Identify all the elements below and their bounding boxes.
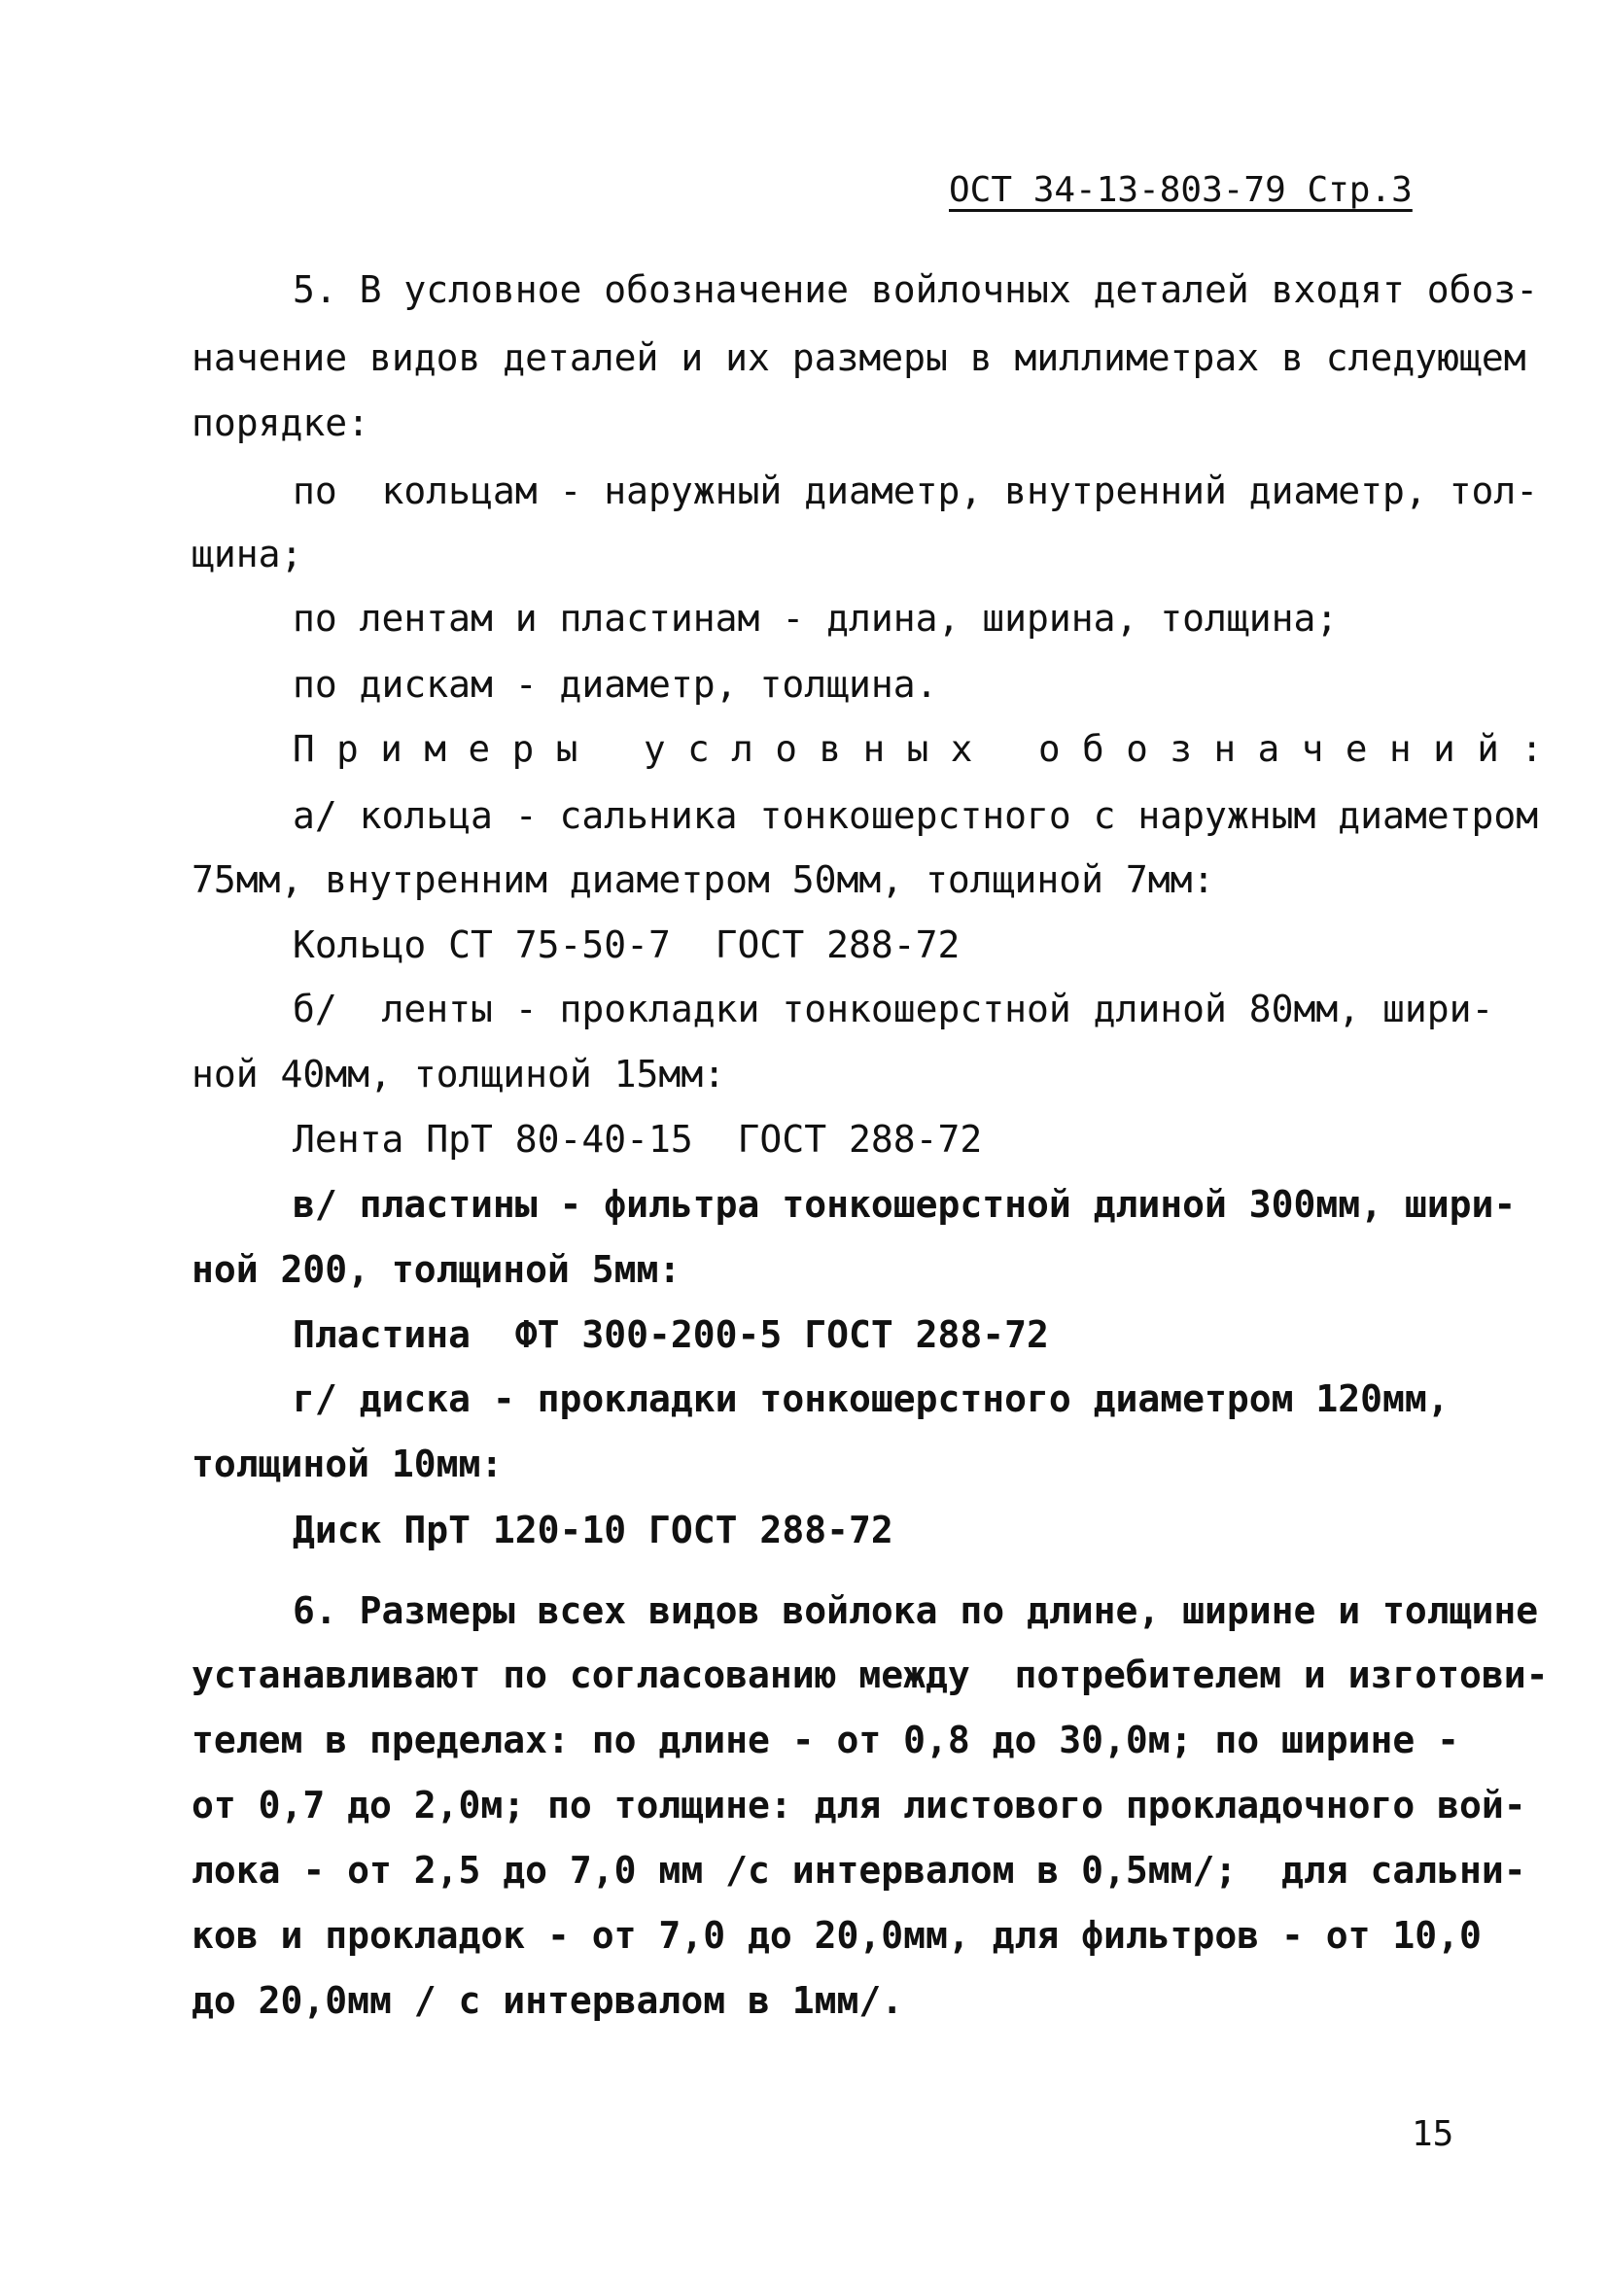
- text-line: в/ пластины - фильтра тонкошерстной длиной 300мм, шири-: [293, 1183, 1517, 1226]
- text-line: 75мм, внутренним диаметром 50мм, толщиной 7мм:: [192, 858, 1215, 901]
- text-line: г/ диска - прокладки тонкошерстного диаметром 120мм,: [293, 1377, 1450, 1420]
- text-line: по кольцам - наружный диаметр, внутренний диаметр, тол-: [293, 470, 1539, 512]
- text-line: ной 40мм, толщиной 15мм:: [192, 1053, 726, 1096]
- examples-heading: Примеры условных обозначений:: [293, 727, 1565, 770]
- text-line: ной 200, толщиной 5мм:: [192, 1248, 682, 1291]
- text-line: начение видов деталей и их размеры в миллиметрах в следующем: [192, 336, 1526, 379]
- designation-example: Пластина ФТ 300-200-5 ГОСТ 288-72: [293, 1313, 1049, 1356]
- text-line: толщиной 10мм:: [192, 1443, 504, 1485]
- designation-example: Кольцо СТ 75-50-7 ГОСТ 288-72: [293, 923, 961, 966]
- text-line: телем в пределах: по длине - от 0,8 до 30,0м; по ширине -: [192, 1719, 1460, 1761]
- document-header: ОСТ 34-13-803-79 Стр.3: [949, 170, 1413, 210]
- text-line: лока - от 2,5 до 7,0 мм /с интервалом в 0,5мм/; для сальни-: [192, 1849, 1526, 1892]
- page-number: 15: [1412, 2114, 1454, 2154]
- text-line: по дискам - диаметр, толщина.: [293, 663, 938, 706]
- text-line: устанавливают по согласованию между потребителем и изготови-: [192, 1653, 1549, 1696]
- designation-example: Лента ПрТ 80-40-15 ГОСТ 288-72: [293, 1118, 983, 1161]
- text-line: 6. Размеры всех видов войлока по длине, ширине и толщине: [293, 1589, 1539, 1632]
- text-line: порядке:: [192, 401, 370, 444]
- text-line: до 20,0мм / с интервалом в 1мм/.: [192, 1979, 904, 2022]
- text-line: 5. В условное обозначение войлочных деталей входят обоз-: [293, 268, 1539, 311]
- text-line: ков и прокладок - от 7,0 до 20,0мм, для фильтров - от 10,0: [192, 1914, 1482, 1957]
- designation-example: Диск ПрТ 120-10 ГОСТ 288-72: [293, 1509, 893, 1551]
- text-line: по лентам и пластинам - длина, ширина, толщина;: [293, 597, 1339, 640]
- text-line: а/ кольца - сальника тонкошерстного с наружным диаметром: [293, 794, 1539, 837]
- text-line: б/ ленты - прокладки тонкошерстной длиной 80мм, шири-: [293, 988, 1494, 1030]
- text-line: от 0,7 до 2,0м; по толщине: для листового прокладочного вой-: [192, 1784, 1526, 1826]
- text-line: щина;: [192, 533, 303, 575]
